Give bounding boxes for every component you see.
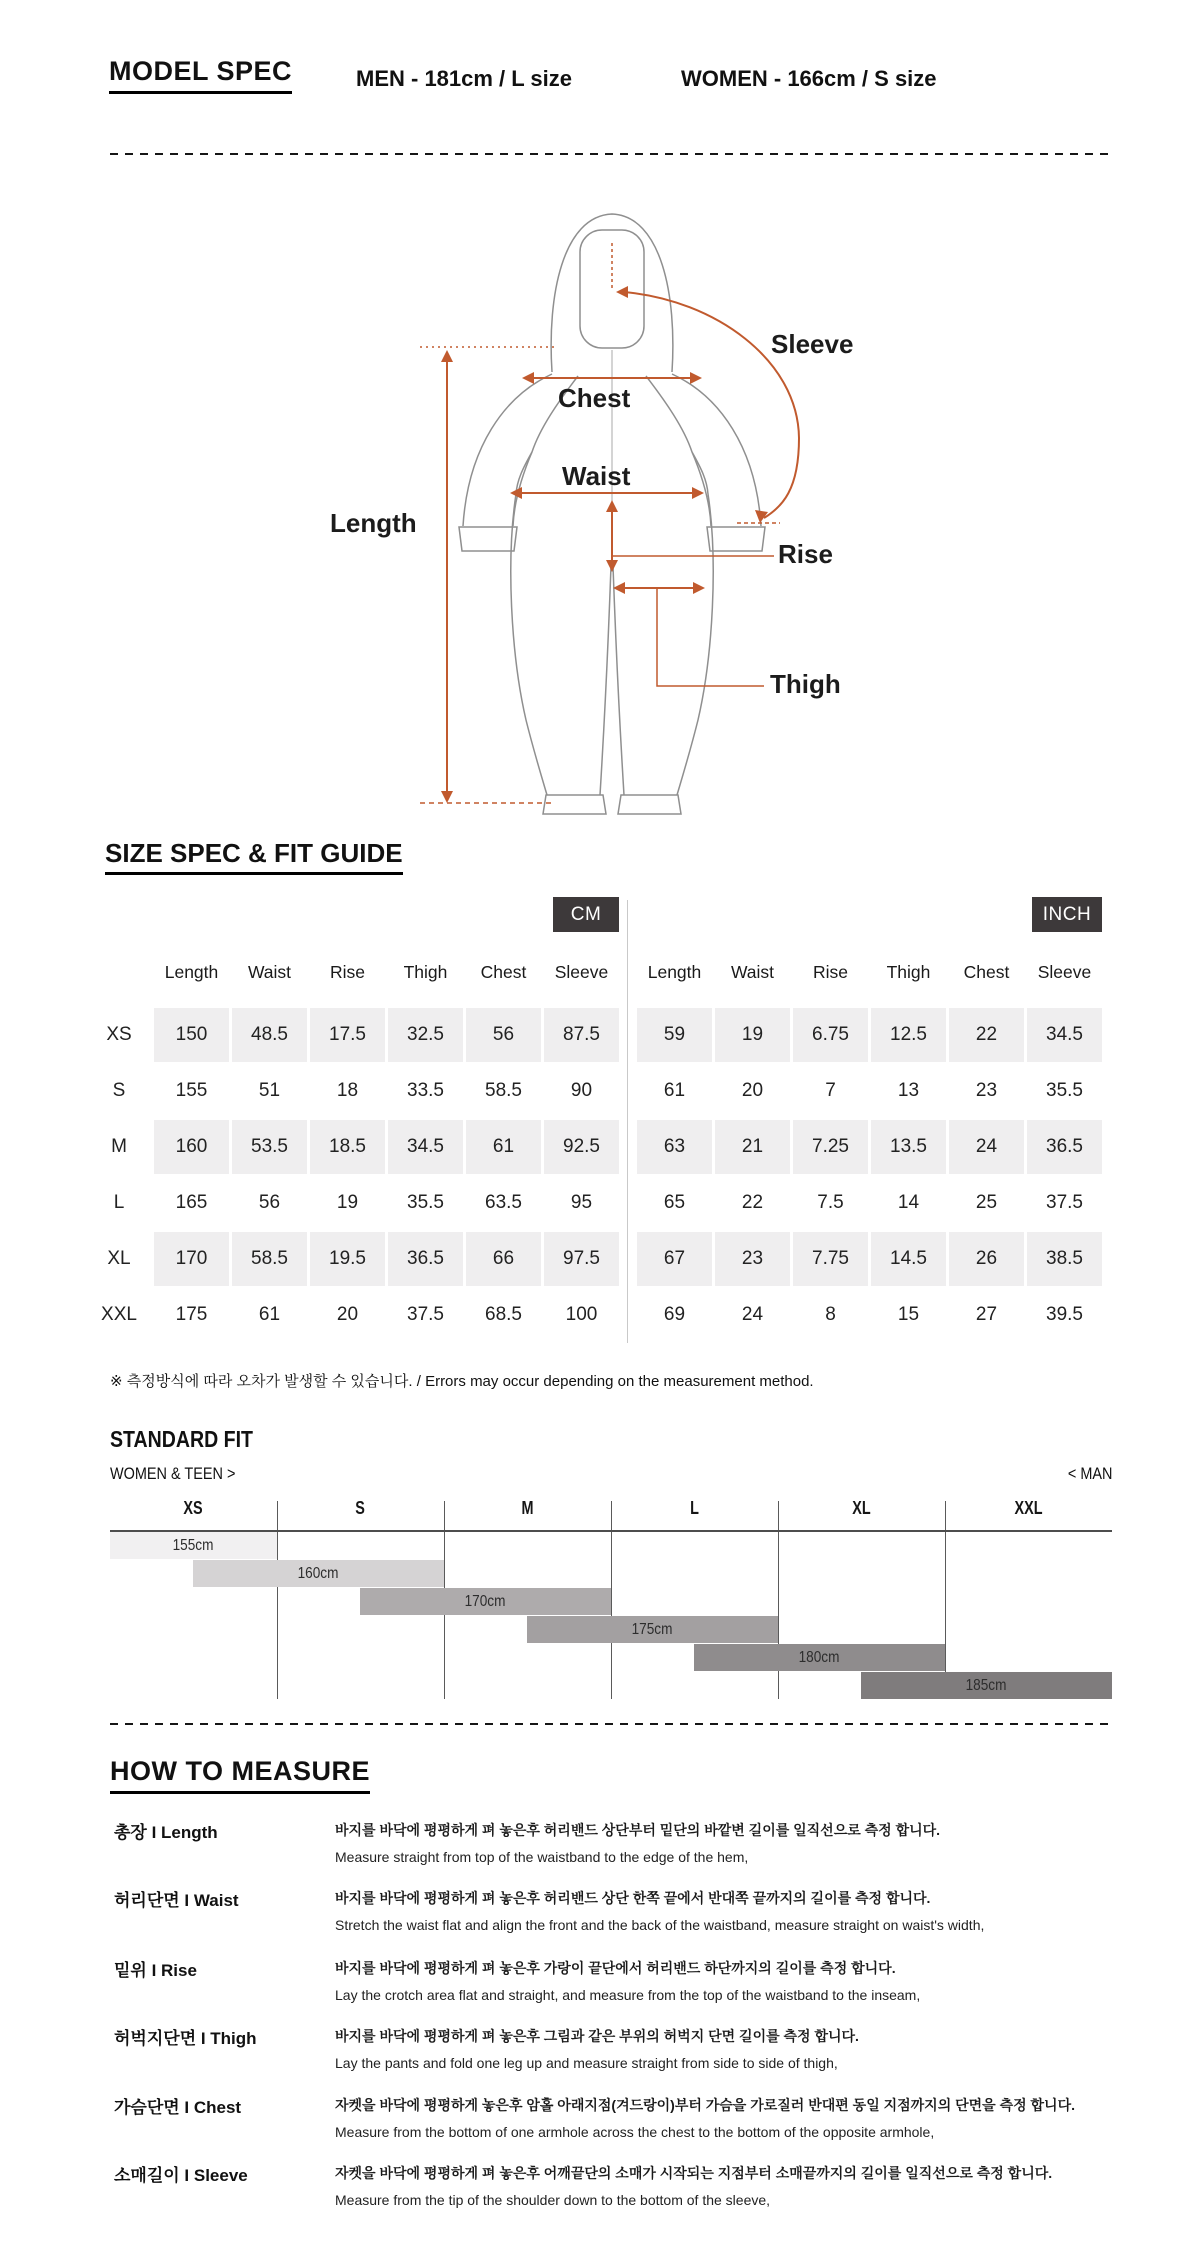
length-label: Length: [330, 508, 417, 538]
height-bar-175: 175cm: [527, 1616, 778, 1643]
inch-cell: 35.5: [1046, 1080, 1083, 1101]
standard-fit-chart: [110, 1496, 1112, 1708]
cm-cell: 33.5: [407, 1080, 444, 1101]
inch-cell: 69: [663, 1304, 686, 1325]
measure-label: 밑위 I Rise: [114, 1961, 197, 1980]
size-spec-title: SIZE SPEC & FIT GUIDE: [105, 838, 403, 875]
chart-size-label: M: [521, 1497, 534, 1518]
cm-col-header: Chest: [480, 961, 527, 982]
inch-cell: 22: [741, 1192, 764, 1213]
inch-cell: 38.5: [1027, 1232, 1102, 1286]
inch-cell: 63: [637, 1120, 712, 1174]
inch-cell: 23: [715, 1232, 790, 1286]
size-label: XL: [107, 1248, 131, 1269]
inch-table-row: [637, 1064, 1103, 1118]
cm-cell: 68.5: [485, 1304, 522, 1325]
cm-cell: 87.5: [544, 1008, 619, 1062]
cm-cell: 155: [175, 1080, 208, 1101]
measure-ko-text: 바지를 바닥에 평평하게 펴 놓은후 가랑이 끝단에서 허리밴드 하단까지의 길이를 측정 합니다.: [335, 1960, 896, 1976]
cm-table-row: [95, 1120, 620, 1174]
cm-cell: 58.5: [232, 1232, 307, 1286]
inch-table-row: [637, 1120, 1103, 1174]
cm-cell: 18: [336, 1080, 359, 1101]
inch-cell: 27: [975, 1304, 998, 1325]
height-bar-160: 160cm: [193, 1560, 444, 1587]
inch-cell: 7.5: [817, 1192, 844, 1213]
chart-size-label: S: [355, 1497, 366, 1518]
inch-cell: 23: [975, 1080, 998, 1101]
chest-label: Chest: [558, 383, 631, 413]
cm-cell: 92.5: [544, 1120, 619, 1174]
cm-cell: 165: [175, 1192, 208, 1213]
inch-table-row: [637, 1176, 1103, 1230]
size-label: M: [111, 1136, 127, 1157]
cm-cell: 56: [258, 1192, 281, 1213]
cm-col-header: Thigh: [403, 961, 448, 982]
cm-cell: 32.5: [388, 1008, 463, 1062]
inch-cell: 8: [825, 1304, 836, 1325]
measure-ko-text: 자켓을 바닥에 평평하게 펴 놓은후 어깨끝단의 소매가 시작되는 지점부터 소매끝까지의 길이를 일직선으로 측정 합니다.: [335, 2165, 1053, 2181]
measurement-note: ※ 측정방식에 따라 오차가 발생할 수 있습니다. / Errors may occur depending on the measurement method.: [110, 1373, 814, 1390]
inch-table-row: [637, 1232, 1103, 1286]
cm-cell: 51: [258, 1080, 281, 1101]
inch-cell: 7.75: [793, 1232, 868, 1286]
chart-size-label: XXL: [1014, 1497, 1043, 1518]
height-bar-180: 180cm: [694, 1644, 945, 1671]
cm-table-row: [95, 1008, 620, 1062]
women-model-spec: WOMEN - 166cm / S size: [681, 66, 937, 91]
cm-table-row: [95, 1176, 620, 1230]
inch-col-header: Chest: [963, 961, 1010, 982]
height-bar-185: 185cm: [861, 1672, 1112, 1699]
height-bar-170: 170cm: [360, 1588, 611, 1615]
cm-cell: 18.5: [310, 1120, 385, 1174]
measure-en-text: Measure straight from top of the waistband to the edge of the hem,: [335, 1849, 749, 1865]
inch-cell: 19: [715, 1008, 790, 1062]
measure-en-text: Measure from the tip of the shoulder down to the bottom of the sleeve,: [335, 2192, 771, 2208]
measure-en-text: Lay the crotch area flat and straight, and measure from the top of the waistband to the inseam,: [335, 1987, 921, 2003]
inch-cell: 24: [949, 1120, 1024, 1174]
cm-cell: 61: [258, 1304, 281, 1325]
cm-col-header: Length: [164, 961, 219, 982]
measure-en-text: Measure from the bottom of one armhole across the chest to the bottom of the opposite armhole,: [335, 2124, 935, 2140]
measure-label: 소매길이 I Sleeve: [114, 2166, 248, 2185]
inch-cell: 67: [637, 1232, 712, 1286]
measure-ko-text: 자켓을 바닥에 평평하게 놓은후 암홀 아래지점(겨드랑이)부터 가슴을 가로질러 반대편 동일 지점까지의 단면을 측정 합니다.: [335, 2097, 1075, 2113]
inch-col-header: Thigh: [886, 961, 931, 982]
chart-size-label: L: [690, 1497, 699, 1518]
measure-description: [335, 2163, 1145, 2208]
cm-cell: 56: [466, 1008, 541, 1062]
measure-description: [335, 1820, 1145, 1865]
cm-cell: 66: [466, 1232, 541, 1286]
man-text: < MAN: [1067, 1464, 1112, 1483]
inch-cell: 13: [897, 1080, 920, 1101]
measure-label: 허벅지단면 I Thigh: [114, 2029, 257, 2048]
inch-cell: 14.5: [871, 1232, 946, 1286]
cm-cell: 20: [336, 1304, 359, 1325]
inch-table-header: [637, 958, 1103, 986]
inch-cell: 39.5: [1046, 1304, 1083, 1325]
cm-cell: 95: [570, 1192, 593, 1213]
inch-cell: 12.5: [871, 1008, 946, 1062]
measure-description: [335, 2026, 1145, 2071]
inch-cell: 37.5: [1046, 1192, 1083, 1213]
measure-description: [335, 2095, 1145, 2140]
inch-cell: 34.5: [1027, 1008, 1102, 1062]
inch-col-header: Waist: [730, 961, 775, 982]
inch-cell: 25: [975, 1192, 998, 1213]
cm-cell: 170: [154, 1232, 229, 1286]
inch-cell: 61: [663, 1080, 686, 1101]
inch-cell: 24: [741, 1304, 764, 1325]
cm-table-row: [95, 1064, 620, 1118]
measure-label: 허리단면 I Waist: [114, 1891, 239, 1910]
measure-description: [335, 1958, 1145, 2003]
inch-cell: 22: [949, 1008, 1024, 1062]
measure-ko-text: 바지를 바닥에 평평하게 펴 놓은후 허리밴드 상단부터 밑단의 바깥변 길이를 일직선으로 측정 합니다.: [335, 1822, 941, 1838]
cm-col-header: Sleeve: [554, 961, 609, 982]
cm-cell: 36.5: [388, 1232, 463, 1286]
men-model-spec: MEN - 181cm / L size: [356, 66, 573, 91]
measure-ko-text: 바지를 바닥에 평평하게 펴 놓은후 그림과 같은 부위의 허벅지 단면 길이를 측정 합니다.: [335, 2028, 859, 2044]
cm-cell: 17.5: [310, 1008, 385, 1062]
inch-cell: 21: [715, 1120, 790, 1174]
cm-cell: 53.5: [232, 1120, 307, 1174]
cm-cell: 35.5: [407, 1192, 444, 1213]
cm-table-row: [95, 1288, 620, 1342]
inch-cell: 14: [897, 1192, 920, 1213]
inch-cell: 7.25: [793, 1120, 868, 1174]
cm-cell: 48.5: [232, 1008, 307, 1062]
inch-cell: 20: [741, 1080, 764, 1101]
height-bar-155: 155cm: [110, 1532, 277, 1559]
cm-cell: 34.5: [388, 1120, 463, 1174]
inch-table-row: [637, 1288, 1103, 1342]
chart-size-label: XL: [852, 1497, 871, 1518]
dashed-divider-bottom: [110, 1723, 1112, 1725]
measure-description: [335, 1888, 1145, 1933]
inch-cell: 36.5: [1027, 1120, 1102, 1174]
size-label: XS: [106, 1024, 132, 1045]
women-teen-text: WOMEN & TEEN >: [110, 1464, 236, 1483]
cm-cell: 61: [466, 1120, 541, 1174]
inch-cell: 15: [897, 1304, 920, 1325]
inch-cell: 6.75: [793, 1008, 868, 1062]
measure-ko-text: 바지를 바닥에 평평하게 펴 놓은후 허리밴드 상단 한쪽 끝에서 반대쪽 끝까지의 길이를 측정 합니다.: [335, 1890, 931, 1906]
chart-size-label: XS: [183, 1497, 204, 1518]
inch-col-header: Length: [647, 961, 702, 982]
standard-fit-title-text: STANDARD FIT: [110, 1426, 253, 1452]
inch-cell: 26: [949, 1232, 1024, 1286]
cm-cell: 100: [565, 1304, 598, 1325]
sleeve-label: Sleeve: [771, 329, 854, 359]
waist-label: Waist: [562, 461, 631, 491]
inch-cell: 7: [825, 1080, 836, 1101]
inch-unit-badge: INCH: [1032, 897, 1102, 932]
page-title: MODEL SPEC: [109, 56, 292, 94]
cm-cell: 160: [154, 1120, 229, 1174]
cm-unit-badge: CM: [553, 897, 619, 932]
measure-label: 가슴단면 I Chest: [114, 2098, 242, 2117]
cm-cell: 90: [570, 1080, 593, 1101]
cm-cell: 150: [154, 1008, 229, 1062]
cm-cell: 175: [175, 1304, 208, 1325]
onesie-measurement-diagram: [0, 0, 1200, 860]
inch-col-header: Sleeve: [1037, 961, 1092, 982]
cm-table-row: [95, 1232, 620, 1286]
cm-col-header: Waist: [247, 961, 292, 982]
measure-label: 총장 I Length: [114, 1823, 218, 1842]
how-to-measure-title: HOW TO MEASURE: [110, 1756, 370, 1794]
cm-table-header: [95, 958, 620, 986]
cm-cell: 63.5: [485, 1192, 522, 1213]
standard-fit-women-label: [110, 1464, 258, 1484]
standard-fit-man-label: [1060, 1464, 1112, 1484]
inch-cell: 13.5: [871, 1120, 946, 1174]
cm-cell: 19.5: [310, 1232, 385, 1286]
cm-cell: 19: [336, 1192, 359, 1213]
thigh-label: Thigh: [770, 669, 841, 699]
cm-cell: 58.5: [485, 1080, 522, 1101]
cm-cell: 97.5: [544, 1232, 619, 1286]
measure-en-text: Stretch the waist flat and align the front and the back of the waistband, measure straight on waist's width,: [335, 1917, 985, 1933]
inch-table-row: [637, 1008, 1103, 1062]
size-label: XXL: [101, 1304, 137, 1325]
measure-en-text: Lay the pants and fold one leg up and measure straight from side to side of thigh,: [335, 2055, 838, 2071]
inch-col-header: Rise: [812, 961, 848, 982]
cm-cell: 37.5: [407, 1304, 444, 1325]
cm-col-header: Rise: [329, 961, 365, 982]
inch-cell: 65: [663, 1192, 686, 1213]
inch-cell: 59: [637, 1008, 712, 1062]
size-label: L: [113, 1192, 125, 1213]
rise-label: Rise: [778, 539, 833, 569]
standard-fit-title: [110, 1426, 278, 1453]
table-divider: [627, 900, 628, 1343]
size-label: S: [112, 1080, 126, 1101]
